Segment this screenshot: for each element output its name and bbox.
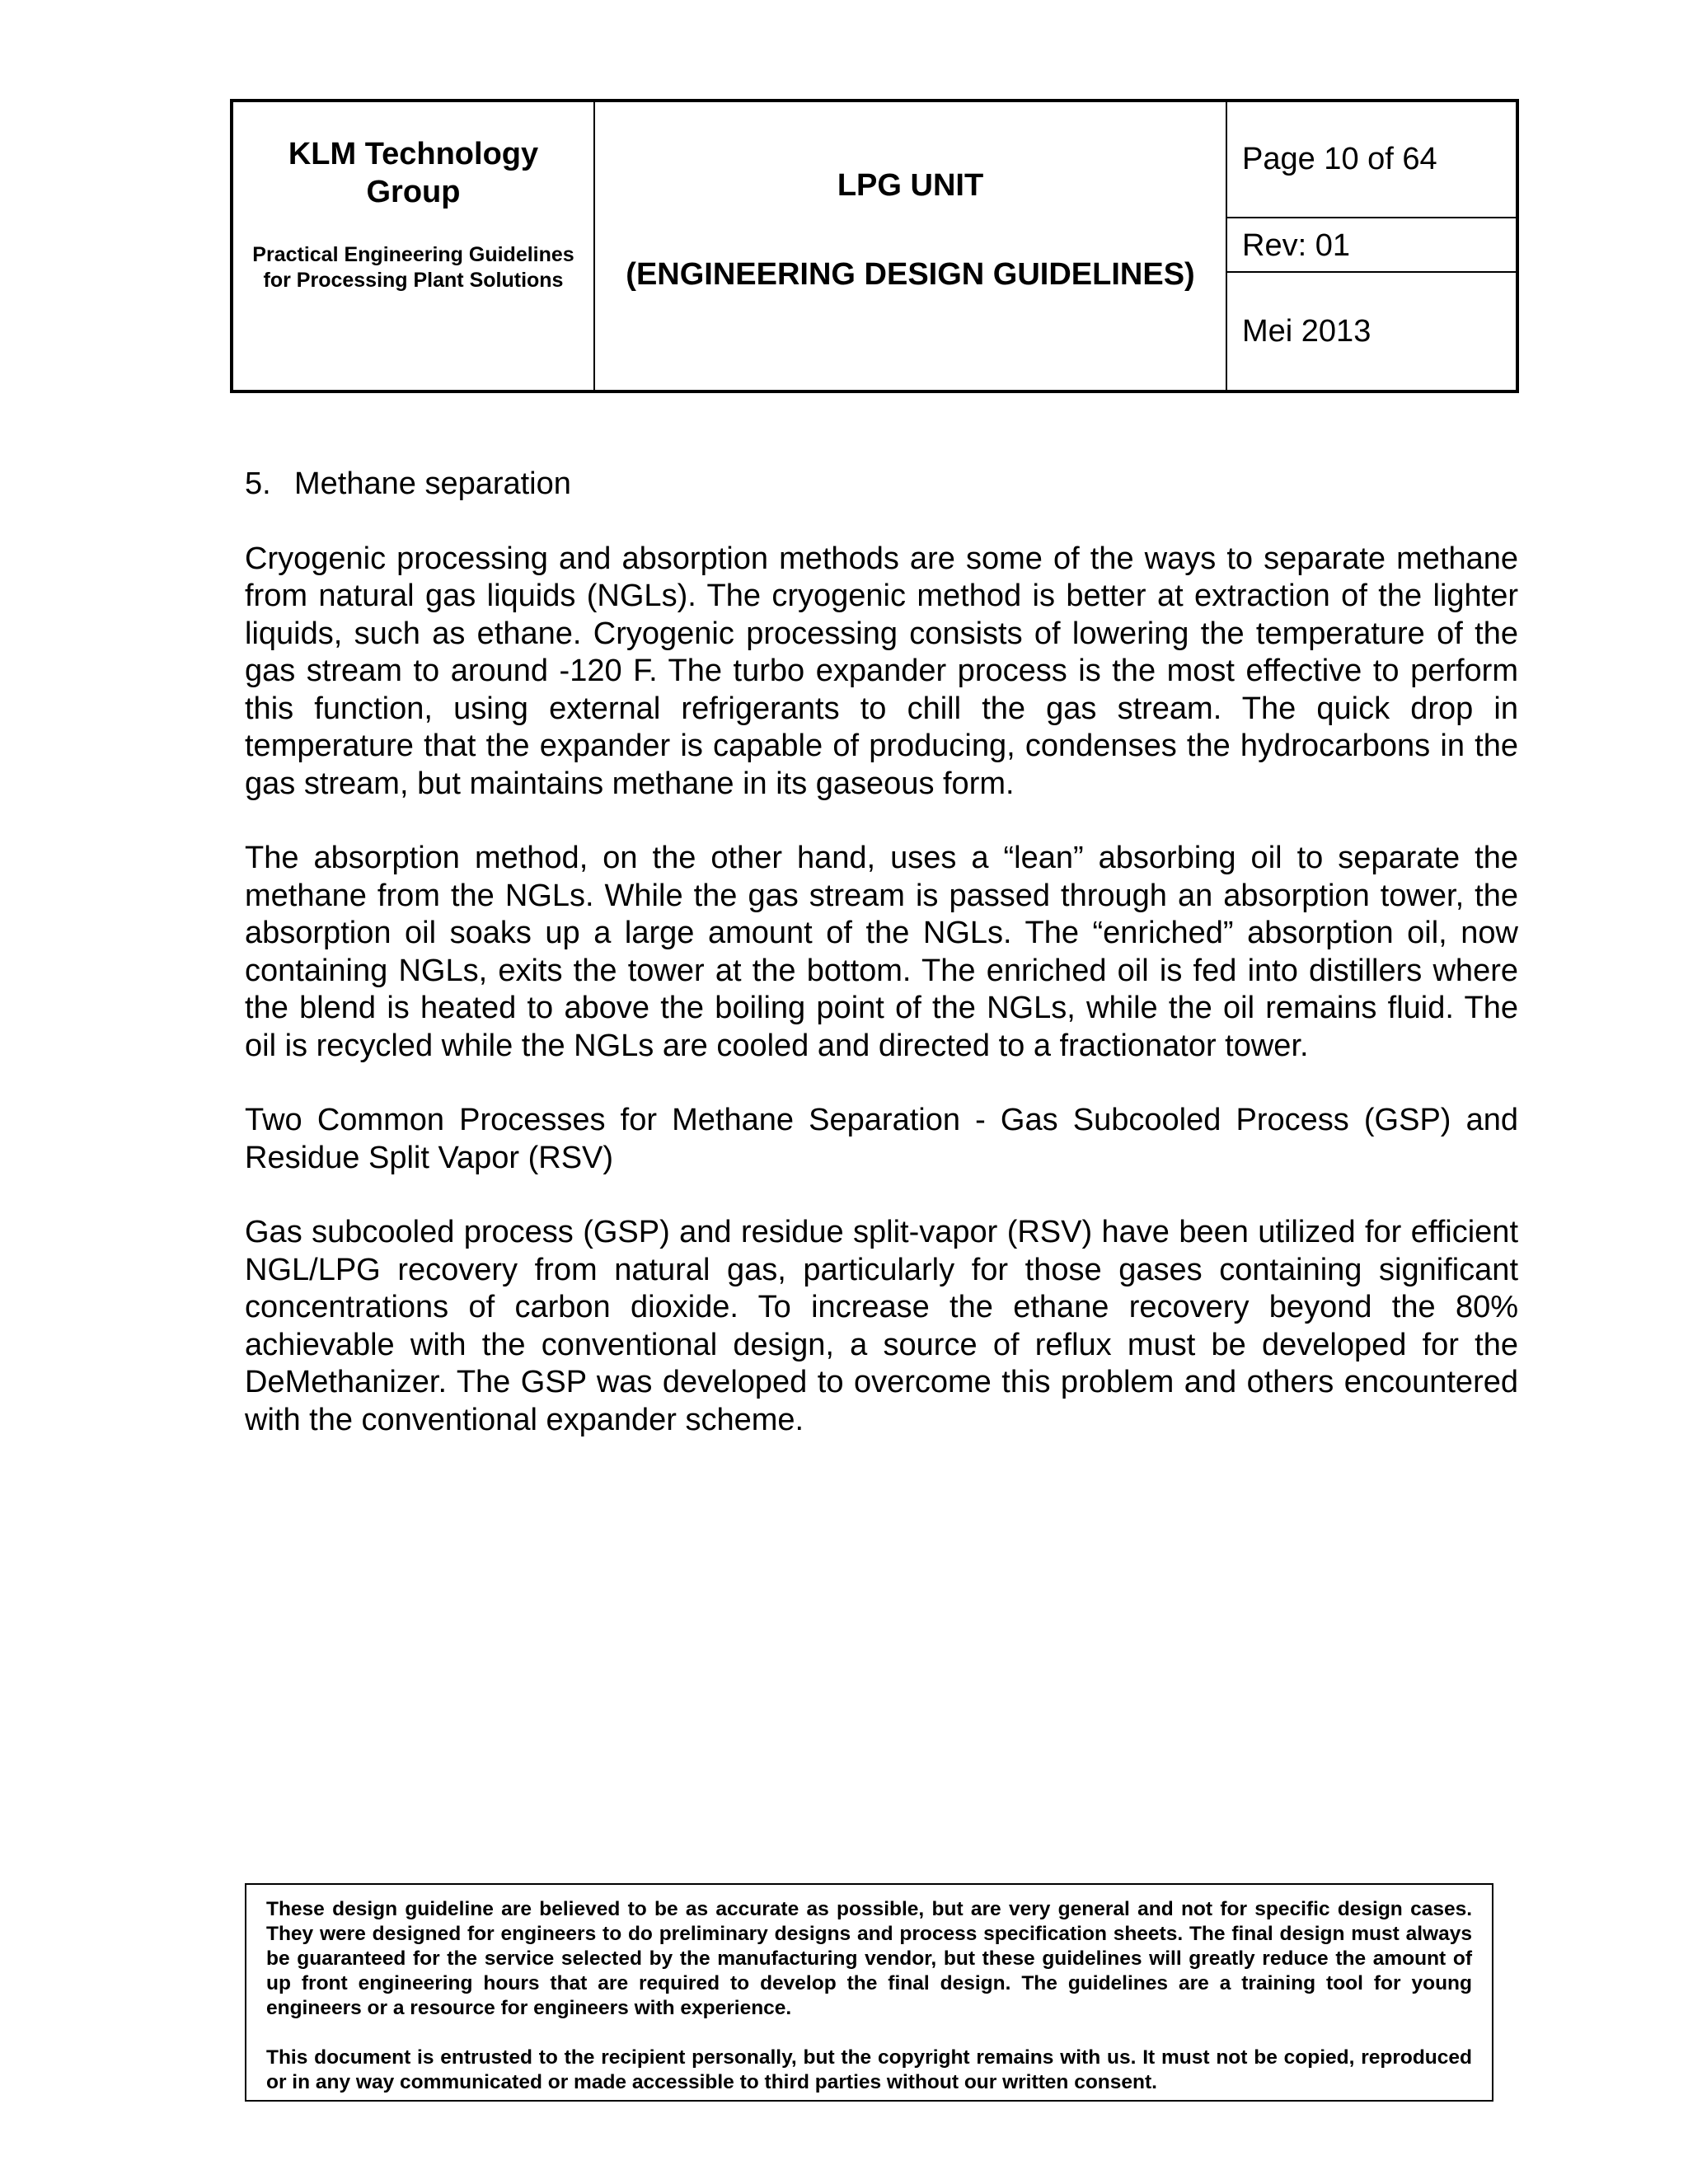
disclaimer-box bbox=[245, 1883, 1493, 2102]
revision: Rev: 01 bbox=[1227, 218, 1516, 273]
page-number: Page 10 of 64 bbox=[1227, 102, 1516, 218]
document-body bbox=[245, 466, 1518, 1476]
document-date: Mei 2013 bbox=[1242, 314, 1372, 349]
document-title: LPG UNIT bbox=[837, 168, 984, 203]
copyright-text: This document is entrusted to the recipient personally, but the copyright remains with us. It must not be copied, reproduced or in any way communicated or made accessible to third parties without our written consent. bbox=[266, 2046, 1472, 2093]
document-header bbox=[230, 99, 1519, 393]
paragraph-gsp-rsv: Gas subcooled process (GSP) and residue split-vapor (RSV) have been utilized for efficient NGL/LPG recovery from natural gas, particularly for those gases containing significant concentrations of carbon dioxide. To increase the ethane recovery beyond the 80% achievable with the conventional design, a source of reflux must be developed for the DeMethanizer. The GSP was developed to overcome this problem and others encountered with the conventional expander scheme. bbox=[245, 1215, 1518, 1437]
company-tagline: Practical Engineering Guidelines for Processing Plant Solutions bbox=[252, 243, 574, 292]
header-title-cell bbox=[595, 102, 1227, 390]
document-subtitle: (ENGINEERING DESIGN GUIDELINES) bbox=[626, 257, 1195, 292]
paragraph-cryogenic: Cryogenic processing and absorption methods are some of the ways to separate methane from natural gas liquids (NGLs). The cryogenic method is better at extraction of the lighter liquids, such as ethane. Cryogenic processing consists of lowering the temperature of the gas stream to around -120 F. The turbo expander process is the most effective to perform this function, using external refrigerants to chill the gas stream. The quick drop in temperature that the expander is capable of producing, condenses the hydrocarbons in the gas stream, but maintains methane in its gaseous form. bbox=[245, 541, 1518, 801]
section-title: Methane separation bbox=[294, 466, 571, 501]
section-heading bbox=[245, 466, 1518, 504]
disclaimer-text: These design guideline are believed to be as accurate as possible, but are very general and not for specific design cases. They were designed for engineers to do preliminary designs and process specification sheets. The final design must always be guaranteed for the service selected by the manufacturing vendor, but these guidelines will greatly reduce the amount of up front engineering hours that are required to develop the final design. The guidelines are a training tool for young engineers or a resource for engineers with experience. bbox=[266, 1898, 1472, 2019]
section-number: 5. bbox=[245, 466, 271, 501]
header-meta-cell bbox=[1227, 102, 1516, 390]
company-name: KLM Technology Group bbox=[288, 137, 539, 209]
header-company-cell bbox=[233, 102, 595, 390]
paragraph-absorption: The absorption method, on the other hand, uses a “lean” absorbing oil to separate the methane from the NGLs. While the gas stream is passed through an absorption tower, the absorption oil soaks up a large amount of the NGLs. The “enriched” absorption oil, now containing NGLs, exits the tower at the bottom. The enriched oil is fed into distillers where the blend is heated to above the boiling point of the NGLs, while the oil remains fluid. The oil is recycled while the NGLs are cooled and directed to a fractionator tower. bbox=[245, 841, 1518, 1063]
paragraph-processes-heading: Two Common Processes for Methane Separation - Gas Subcooled Process (GSP) and Residue Split Vapor (RSV) bbox=[245, 1103, 1518, 1175]
